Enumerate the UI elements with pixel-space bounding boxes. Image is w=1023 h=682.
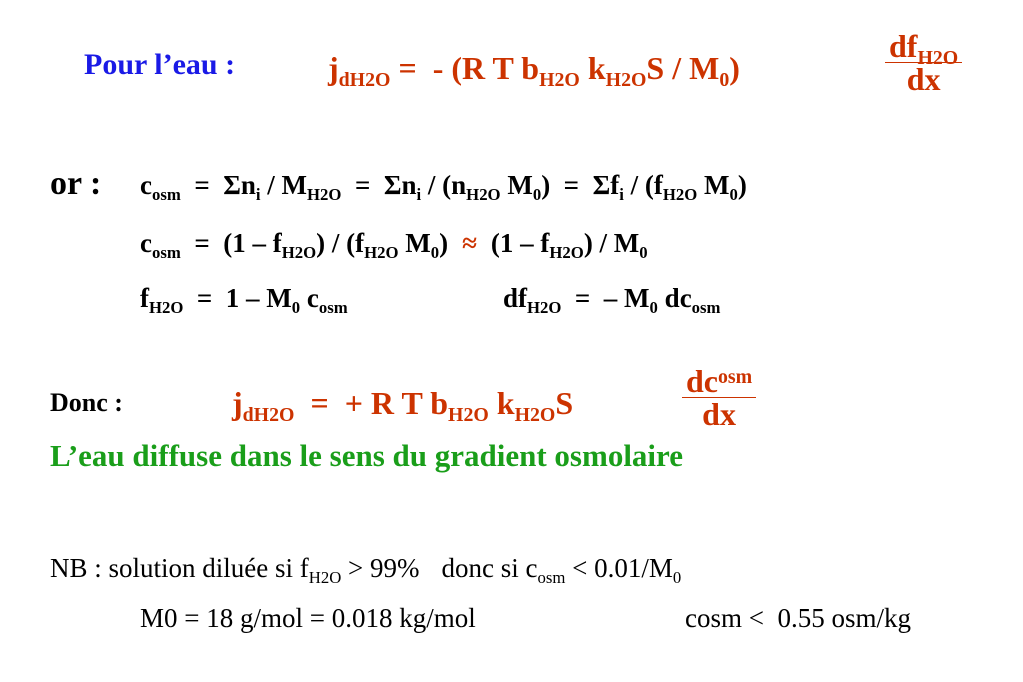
s6: i (619, 184, 624, 204)
c: c (140, 228, 152, 258)
nb-line (50, 553, 682, 587)
t1: = (1 – f (180, 228, 282, 258)
m-subscript: 0 (719, 68, 730, 91)
t8: M (697, 170, 730, 200)
s3: i (416, 184, 422, 204)
t7: / (f (623, 170, 663, 200)
k-subscript: H2O (605, 68, 647, 91)
t3: donc si c (441, 553, 538, 583)
f-sub: H2O (149, 297, 184, 317)
t2: ) / (f (316, 228, 365, 258)
t3: = – M (561, 283, 650, 313)
t5: M (500, 170, 533, 200)
pour-eau-label: Pour l’eau : (84, 48, 236, 81)
t2: > 99% (341, 553, 420, 583)
frac-denominator: dx (885, 62, 962, 95)
s: S (555, 385, 574, 421)
s-over-m: S / M (646, 50, 720, 86)
t9: ) (737, 170, 747, 200)
frac-denominator: dx (682, 397, 756, 430)
t1: = 1 – M (183, 283, 292, 313)
t6: ) = Σf (541, 170, 620, 200)
j-subscript: dH2O (338, 68, 391, 91)
t1: NB : solution diluée si f (50, 553, 309, 583)
frac-numerator-sub: H2O (917, 46, 959, 69)
eq: = + R T b (294, 385, 449, 421)
s1: H2O (308, 567, 342, 587)
k: k (488, 385, 515, 421)
t4: ) (439, 228, 449, 258)
dfdx-fraction (885, 30, 962, 95)
dcdx-fraction (682, 365, 756, 430)
c-sub: osm (151, 184, 181, 204)
s2: H2O (364, 242, 399, 262)
s4: H2O (466, 184, 501, 204)
conclusion-text: L’eau diffuse dans le sens du gradient osmolaire (50, 438, 684, 473)
molar-mass-text: M0 = 18 g/mol = 0.018 kg/mol (140, 603, 476, 633)
t4: / (n (421, 170, 467, 200)
t4: dc (657, 283, 692, 313)
df-line (503, 283, 721, 317)
eq-part: = - (R T b (390, 50, 540, 86)
j: j (232, 385, 243, 421)
j-sub: dH2O (242, 403, 295, 426)
s1: 0 (291, 297, 301, 317)
k-symbol: k (579, 50, 606, 86)
c: c (140, 170, 152, 200)
s5: H2O (549, 242, 584, 262)
s7: H2O (662, 184, 698, 204)
frac-numerator: dc (686, 363, 718, 399)
b-subscript: H2O (539, 68, 580, 91)
j-symbol: j (328, 50, 339, 86)
s1: i (255, 184, 261, 204)
s1: H2O (281, 242, 317, 262)
s4: 0 (672, 567, 682, 587)
df-sub: H2O (527, 297, 562, 317)
s2: osm (318, 297, 348, 317)
t6: ) / M (583, 228, 640, 258)
s8: 0 (729, 184, 738, 204)
f: f (140, 283, 149, 313)
fh2o-line (140, 283, 348, 317)
approx-symbol: ≈ (462, 228, 477, 258)
s2: H2O (307, 184, 342, 204)
t4: < 0.01/M (565, 553, 673, 583)
cosm-limit-text: cosm < 0.55 osm/kg (685, 603, 911, 633)
cosm-approx-line (140, 228, 648, 262)
t2: c (300, 283, 319, 313)
b-sub: H2O (448, 403, 489, 426)
cosm-definition-line (140, 170, 747, 204)
frac-numerator-sub: osm (718, 366, 753, 389)
flux-equation-2 (232, 385, 574, 426)
s6: 0 (639, 242, 648, 262)
t5: (1 – f (490, 228, 550, 258)
frac-numerator: df (889, 28, 918, 64)
k-sub: H2O (514, 403, 556, 426)
close-paren: ) (729, 50, 740, 86)
s3: 0 (649, 297, 658, 317)
t3: = Σn (341, 170, 417, 200)
t1: = Σn (180, 170, 256, 200)
df: df (503, 283, 528, 313)
t3: M (398, 228, 431, 258)
s3: osm (537, 567, 566, 587)
s3: 0 (430, 242, 440, 262)
s4: osm (691, 297, 721, 317)
donc-label: Donc : (50, 388, 123, 417)
or-label: or : (50, 165, 102, 202)
c-sub: osm (151, 242, 181, 262)
flux-equation-1 (328, 50, 740, 91)
t2: / M (260, 170, 308, 200)
s5: 0 (532, 184, 542, 204)
